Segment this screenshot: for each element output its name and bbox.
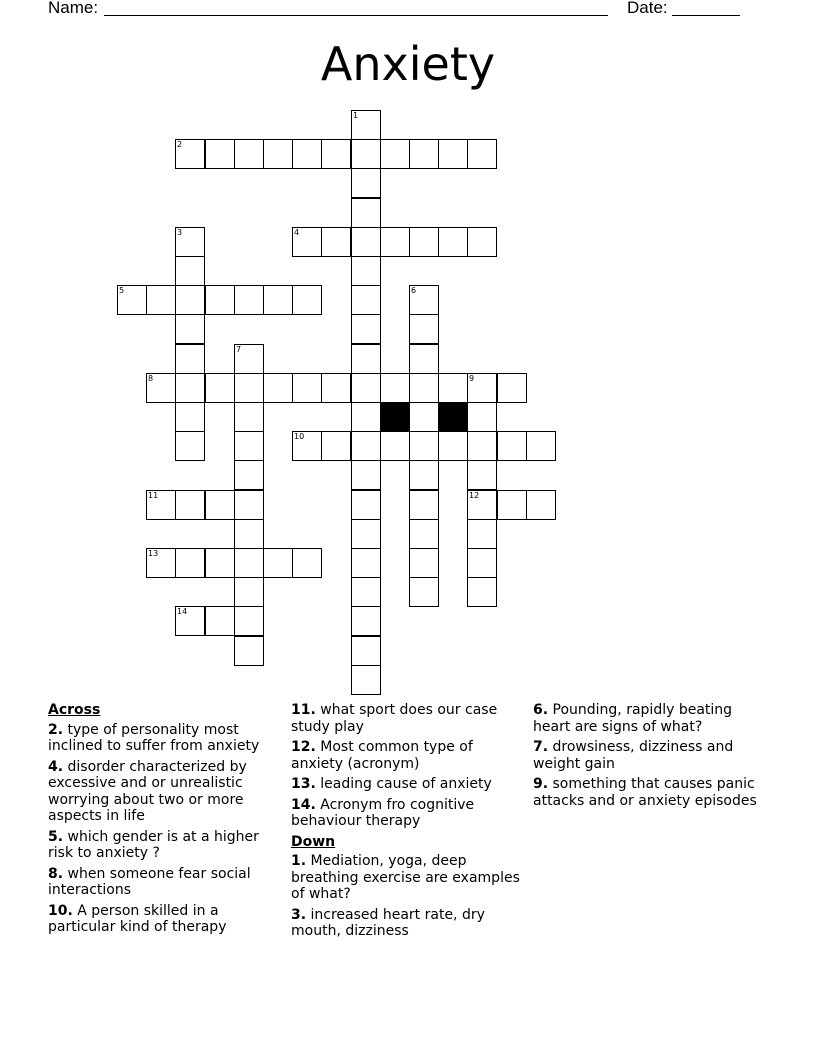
grid-cell[interactable] — [409, 344, 439, 374]
cell-number: 1 — [353, 111, 359, 120]
down-heading: Down — [291, 833, 336, 850]
grid-cell[interactable] — [234, 577, 264, 607]
clue-number: 14. — [291, 796, 316, 813]
grid-cell[interactable] — [234, 431, 264, 461]
grid-cell[interactable] — [292, 373, 322, 403]
grid-cell[interactable] — [175, 431, 205, 461]
grid-cell[interactable] — [263, 285, 293, 315]
puzzle-title: Anxiety — [320, 37, 496, 91]
clue-text: when someone fear social interactions — [48, 865, 251, 898]
cell-number: 13 — [148, 549, 159, 558]
black-square — [438, 402, 468, 432]
grid-cell[interactable] — [409, 139, 439, 169]
date-label: Date: — [627, 0, 668, 17]
clue-number: 11. — [291, 702, 316, 718]
grid-cell[interactable] — [263, 139, 293, 169]
grid-cell[interactable] — [292, 227, 322, 257]
grid-cell[interactable] — [467, 548, 497, 578]
grid-cell[interactable] — [321, 139, 351, 169]
grid-cell[interactable] — [292, 285, 322, 315]
grid-cell[interactable] — [321, 431, 351, 461]
clue-number: 10. — [48, 902, 73, 919]
cell-number: 5 — [119, 286, 125, 295]
grid-cell[interactable] — [292, 431, 322, 461]
grid-cell[interactable] — [234, 490, 264, 520]
grid-cell[interactable] — [351, 431, 381, 461]
grid-cell[interactable] — [467, 577, 497, 607]
grid-cell[interactable] — [263, 373, 293, 403]
grid-cell[interactable] — [175, 373, 205, 403]
grid-cell[interactable] — [351, 344, 381, 374]
clue — [48, 903, 284, 936]
grid-cell[interactable] — [205, 548, 235, 578]
grid-cell[interactable] — [409, 227, 439, 257]
clue-number: 8. — [48, 865, 64, 882]
grid-cell[interactable] — [467, 519, 497, 549]
grid-cell[interactable] — [175, 139, 205, 169]
grid-cell[interactable] — [175, 344, 205, 374]
clue-number: 4. — [48, 758, 64, 775]
grid-cell[interactable] — [205, 285, 235, 315]
cell-number: 3 — [177, 228, 183, 237]
grid-cell[interactable] — [467, 227, 497, 257]
cell-number: 11 — [148, 491, 159, 500]
grid-cell[interactable] — [175, 606, 205, 636]
grid-cell[interactable] — [351, 198, 381, 228]
grid-cell[interactable] — [351, 139, 381, 169]
grid-cell[interactable] — [526, 431, 556, 461]
name-label: Name: — [48, 0, 99, 17]
grid-cell[interactable] — [438, 139, 468, 169]
grid-cell[interactable] — [351, 665, 381, 695]
grid-cell[interactable] — [380, 139, 410, 169]
grid-cell[interactable] — [146, 373, 176, 403]
grid-cell[interactable] — [497, 431, 527, 461]
clue-text: A person skilled in a particular kind of therapy — [48, 902, 227, 935]
clue — [291, 702, 527, 735]
clue-text: leading cause of anxiety — [315, 776, 492, 792]
clue-number: 9. — [533, 776, 549, 792]
grid-cell[interactable] — [467, 402, 497, 432]
grid-cell[interactable] — [351, 168, 381, 198]
grid-cell[interactable] — [409, 519, 439, 549]
grid-cell[interactable] — [234, 636, 264, 666]
clue-text: what sport does our case study play — [291, 702, 498, 735]
grid-cell[interactable] — [438, 431, 468, 461]
grid-cell[interactable] — [205, 606, 235, 636]
cell-number: 7 — [236, 345, 242, 354]
grid-cell[interactable] — [467, 373, 497, 403]
clue-text: which gender is at a higher risk to anxiety ? — [48, 828, 259, 861]
clue — [291, 907, 527, 940]
grid-cell[interactable] — [175, 285, 205, 315]
grid-cell[interactable] — [234, 606, 264, 636]
clue — [291, 797, 527, 830]
clue-text: Acronym fro cognitive behaviour therapy — [291, 796, 475, 829]
grid-cell[interactable] — [409, 431, 439, 461]
grid-cell[interactable] — [175, 227, 205, 257]
grid-cell[interactable] — [526, 490, 556, 520]
grid-cell[interactable] — [292, 139, 322, 169]
cell-number: 14 — [177, 607, 188, 616]
grid-cell[interactable] — [263, 548, 293, 578]
grid-cell[interactable] — [175, 256, 205, 286]
grid-cell[interactable] — [409, 490, 439, 520]
grid-cell[interactable] — [234, 139, 264, 169]
grid-cell[interactable] — [409, 314, 439, 344]
clue-number: 3. — [291, 906, 307, 923]
clue — [48, 759, 284, 825]
grid-cell[interactable] — [146, 285, 176, 315]
grid-cell[interactable] — [351, 490, 381, 520]
grid-cell[interactable] — [292, 548, 322, 578]
cell-number: 2 — [177, 140, 183, 149]
clue-column-3 — [533, 702, 769, 813]
grid-cell[interactable] — [351, 373, 381, 403]
clue-text: increased heart rate, dry mouth, dizziness — [291, 906, 485, 939]
cell-number: 12 — [469, 491, 480, 500]
grid-cell[interactable] — [175, 314, 205, 344]
grid-cell[interactable] — [467, 490, 497, 520]
clue — [48, 829, 284, 862]
cell-number: 4 — [294, 228, 300, 237]
clue — [48, 866, 284, 899]
grid-cell[interactable] — [234, 344, 264, 374]
clue-text: something that causes panic attacks and or anxiety episodes — [533, 776, 757, 809]
grid-cell[interactable] — [409, 373, 439, 403]
grid-cell[interactable] — [234, 548, 264, 578]
clue-text: Pounding, rapidly beating heart are signs of what? — [533, 702, 733, 735]
grid-cell[interactable] — [351, 256, 381, 286]
grid-cell[interactable] — [175, 402, 205, 432]
clue-text: Most common type of anxiety (acronym) — [291, 739, 473, 772]
grid-cell[interactable] — [146, 548, 176, 578]
clue-number: 13. — [291, 776, 316, 792]
grid-cell[interactable] — [409, 460, 439, 490]
grid-cell[interactable] — [409, 402, 439, 432]
cell-number: 9 — [469, 374, 475, 383]
grid-cell[interactable] — [117, 285, 147, 315]
grid-cell[interactable] — [351, 606, 381, 636]
clue — [291, 853, 527, 903]
grid-cell[interactable] — [351, 577, 381, 607]
clue-column-1 — [48, 702, 284, 940]
grid-cell[interactable] — [409, 577, 439, 607]
grid-cell[interactable] — [321, 373, 351, 403]
grid-cell[interactable] — [175, 490, 205, 520]
clue — [533, 776, 769, 809]
grid-cell[interactable] — [234, 373, 264, 403]
clue — [533, 702, 769, 735]
grid-cell[interactable] — [380, 227, 410, 257]
clue — [291, 739, 527, 772]
grid-cell[interactable] — [351, 402, 381, 432]
clue-number: 6. — [533, 702, 549, 718]
cell-number: 10 — [294, 432, 305, 441]
grid-cell[interactable] — [234, 460, 264, 490]
grid-cell[interactable] — [351, 227, 381, 257]
grid-cell[interactable] — [467, 139, 497, 169]
grid-cell[interactable] — [497, 373, 527, 403]
across-heading: Across — [48, 702, 101, 718]
clue-column-2 — [291, 702, 527, 944]
clue-text: drowsiness, dizziness and weight gain — [533, 739, 734, 772]
grid-cell[interactable] — [351, 519, 381, 549]
grid-cell[interactable] — [438, 227, 468, 257]
black-square — [380, 402, 410, 432]
grid-cell[interactable] — [497, 490, 527, 520]
clue-number: 5. — [48, 828, 64, 845]
clue-text: type of personality most inclined to suffer from anxiety — [48, 721, 260, 754]
clue-number: 12. — [291, 739, 316, 755]
clue — [533, 739, 769, 772]
grid-cell[interactable] — [351, 285, 381, 315]
grid-cell[interactable] — [146, 490, 176, 520]
clue-number: 1. — [291, 853, 307, 869]
grid-cell[interactable] — [351, 548, 381, 578]
grid-cell[interactable] — [205, 490, 235, 520]
grid-cell[interactable] — [351, 460, 381, 490]
clue-number: 7. — [533, 739, 549, 755]
grid-cell[interactable] — [467, 431, 497, 461]
clue — [48, 722, 284, 755]
grid-cell[interactable] — [380, 373, 410, 403]
grid-cell[interactable] — [380, 431, 410, 461]
grid-cell[interactable] — [205, 373, 235, 403]
cell-number: 6 — [411, 286, 417, 295]
grid-cell[interactable] — [234, 402, 264, 432]
grid-cell[interactable] — [409, 285, 439, 315]
grid-cell[interactable] — [234, 519, 264, 549]
grid-cell[interactable] — [351, 110, 381, 140]
grid-cell[interactable] — [351, 636, 381, 666]
grid-cell[interactable] — [175, 548, 205, 578]
cell-number: 8 — [148, 374, 154, 383]
grid-cell[interactable] — [438, 373, 468, 403]
clue-text: disorder characterized by excessive and or unrealistic worrying about two or more aspects in life — [48, 758, 247, 824]
clue-number: 2. — [48, 721, 64, 738]
grid-cell[interactable] — [321, 227, 351, 257]
grid-cell[interactable] — [467, 460, 497, 490]
grid-cell[interactable] — [351, 314, 381, 344]
clue-text: Mediation, yoga, deep breathing exercise are examples of what? — [291, 853, 520, 902]
grid-cell[interactable] — [205, 139, 235, 169]
grid-cell[interactable] — [409, 548, 439, 578]
clue — [291, 776, 527, 793]
grid-cell[interactable] — [234, 285, 264, 315]
